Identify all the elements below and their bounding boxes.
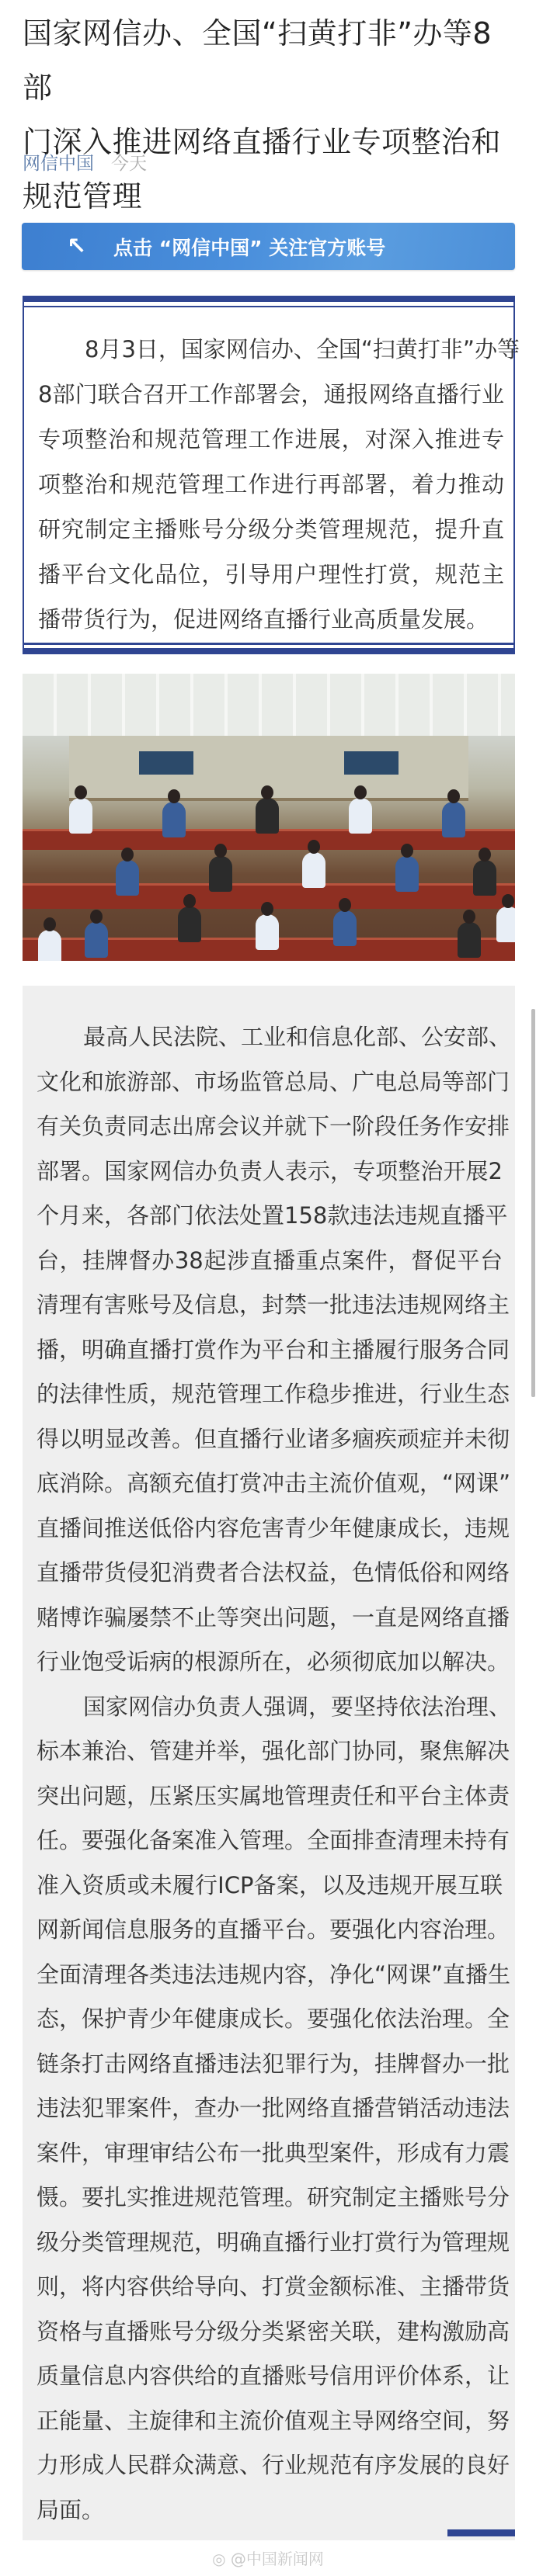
watermark-text: @中国新闻网 — [230, 2550, 324, 2568]
person — [162, 802, 186, 837]
person — [333, 910, 357, 946]
source-account-link[interactable]: 网信中国 — [23, 154, 94, 174]
person — [302, 852, 325, 888]
person — [38, 930, 61, 961]
person — [85, 922, 108, 958]
paragraph — [37, 1015, 512, 1685]
title-line: 国家网信办、全国“扫黄打非”办等8部 — [23, 16, 492, 105]
text-line: 标本兼治、管建并举，强化部门协同，聚焦解决 — [37, 1738, 510, 1764]
person — [395, 856, 419, 892]
person — [496, 907, 515, 942]
text-line: 网新闻信息服务的直播平台。要强化内容治理。 — [37, 1916, 510, 1943]
photo-screen — [344, 751, 399, 775]
person-head — [308, 840, 320, 854]
person — [116, 860, 139, 896]
text-line: 的法律性质，规范管理工作稳步推进，行业生态 — [37, 1381, 510, 1407]
text-line: 案件，审理审结公布一批典型案件，形成有力震 — [37, 2139, 510, 2166]
photo-screen — [139, 751, 193, 775]
text-line: 得以明显改善。但直播行业诸多痼疾顽症并未彻 — [37, 1425, 510, 1452]
text-line: 播，明确直播打赏作为平台和主播履行服务合同 — [37, 1336, 510, 1363]
text-line: 全面清理各类违法违规内容，净化“网课”直播生 — [37, 1961, 511, 1988]
text-line: 播带货行为，促进网络直播行业高质量发展。 — [38, 606, 489, 633]
divider — [23, 643, 515, 645]
article-title — [23, 6, 520, 224]
text-line: 力形成人民群众满意、行业规范有序发展的良好 — [37, 2452, 510, 2478]
text-line: 资格与直播账号分级分类紧密关联，建构激励高 — [37, 2318, 510, 2345]
weibo-icon: ◎ — [212, 2550, 226, 2568]
person-head — [354, 785, 367, 799]
person-head — [261, 785, 273, 799]
text-line: 8月3日，国家网信办、全国“扫黄打非”办等 — [85, 336, 520, 362]
person-head — [479, 848, 491, 862]
divider — [23, 648, 515, 654]
paragraph — [37, 1685, 512, 2533]
text-line: 级分类管理规范，明确直播行业打赏行为管理规 — [37, 2228, 510, 2255]
person-head — [401, 844, 413, 858]
text-line: 专项整治和规范管理工作进展，对深入推进专 — [38, 426, 504, 452]
person-head — [75, 785, 87, 799]
text-line: 直播间推送低俗内容危害青少年健康成长，违规 — [37, 1514, 510, 1541]
photo-ceiling — [23, 674, 515, 736]
text-line: 则，将内容供给导向、打赏金额标准、主播带货 — [37, 2273, 510, 2300]
person — [256, 914, 279, 950]
arrow-up-left-icon: ↖ — [67, 233, 87, 260]
person-head — [214, 844, 227, 858]
text-line: 直播带货侵犯消费者合法权益，色情低俗和网络 — [37, 1559, 510, 1586]
text-line: 清理有害账号及信息，封禁一批违法违规网络主 — [37, 1291, 510, 1318]
text-line: 赌博诈骗屡禁不止等突出问题，一直是网络直播 — [37, 1603, 510, 1631]
text-line: 违法犯罪案件，查办一批网络直播营销活动违法 — [37, 2095, 510, 2121]
text-line: 国家网信办负责人强调，要坚持依法治理、 — [83, 1693, 512, 1720]
person-head — [502, 894, 514, 908]
text-line: 质量信息内容供给的直播账号信用评价体系，让 — [37, 2363, 510, 2389]
corner-accent — [447, 2529, 515, 2536]
text-line: 播平台文化品位，引导用户理性打赏，规范主 — [38, 561, 504, 588]
text-line: 个月来，各部门依法处置158款违法违规直播平 — [37, 1202, 508, 1229]
text-line: 准入资质或未履行ICP备案，以及违规开展互联 — [37, 1871, 503, 1898]
intro-text — [38, 327, 520, 642]
text-line: 8部门联合召开工作部署会，通报网络直播行业 — [38, 381, 504, 407]
divider — [23, 296, 515, 302]
person — [349, 798, 372, 834]
text-line: 任。要强化备案准入管理。全面排查清理未持有 — [37, 1827, 510, 1853]
text-line: 正能量、主旋律和主流价值观主导网络空间，努 — [37, 2407, 510, 2434]
person-head — [339, 898, 351, 912]
text-line: 链条打击网络直播违法犯罪行为，挂牌督办一批 — [37, 2050, 510, 2077]
text-line: 项整治和规范管理工作进行再部署，着力推动 — [38, 471, 504, 498]
divider — [24, 306, 513, 307]
article-meta — [23, 149, 147, 175]
person — [458, 922, 481, 958]
follow-account-banner[interactable] — [22, 223, 515, 270]
person-head — [90, 910, 103, 924]
person — [442, 802, 465, 837]
person-head — [463, 910, 475, 924]
person — [256, 798, 279, 834]
meeting-photo — [23, 674, 515, 961]
follow-banner-label: 点击 “网信中国” 关注官方账号 — [113, 236, 386, 259]
text-line: 慑。要扎实推进规范管理。研究制定主播账号分 — [37, 2184, 510, 2210]
text-line: 部署。国家网信办负责人表示，专项整治开展2 — [37, 1157, 503, 1184]
person-head — [121, 848, 134, 862]
text-line: 台，挂牌督办38起涉直播重点案件，督促平台 — [37, 1246, 503, 1274]
person — [69, 798, 92, 834]
article-body — [23, 986, 515, 2540]
person-head — [168, 789, 180, 803]
text-line: 态，保护青少年健康成长。要强化依法治理。全 — [37, 2006, 510, 2032]
text-line: 研究制定主播账号分级分类管理规范，提升直 — [38, 516, 504, 543]
text-line: 局面。 — [37, 2496, 105, 2523]
text-line: 行业饱受诟病的根源所在，必须彻底加以解决。 — [37, 1649, 510, 1675]
person — [473, 860, 496, 896]
text-line: 突出问题，压紧压实属地管理责任和平台主体责 — [37, 1782, 510, 1809]
text-line: 文化和旅游部、市场监管总局、广电总局等部门 — [37, 1068, 510, 1095]
body-text — [37, 1015, 512, 2533]
text-line: 底消除。高额充值打赏冲击主流价值观，“网课” — [37, 1470, 511, 1496]
watermark — [0, 2547, 536, 2569]
text-line: 最高人民法院、工业和信息化部、公安部、 — [83, 1024, 512, 1050]
person — [209, 856, 232, 892]
person-head — [183, 894, 196, 908]
scrollbar[interactable] — [531, 1009, 535, 1397]
person — [178, 907, 201, 942]
person-head — [44, 917, 56, 931]
person-head — [447, 789, 460, 803]
title-line: 门深入推进网络直播行业专项整治和 — [23, 125, 502, 159]
publish-time: 今天 — [111, 154, 147, 174]
person-head — [261, 902, 273, 916]
text-line: 有关负责同志出席会议并就下一阶段任务作安排 — [37, 1113, 510, 1139]
intro-box — [23, 296, 520, 654]
title-line: 规范管理 — [23, 179, 143, 213]
